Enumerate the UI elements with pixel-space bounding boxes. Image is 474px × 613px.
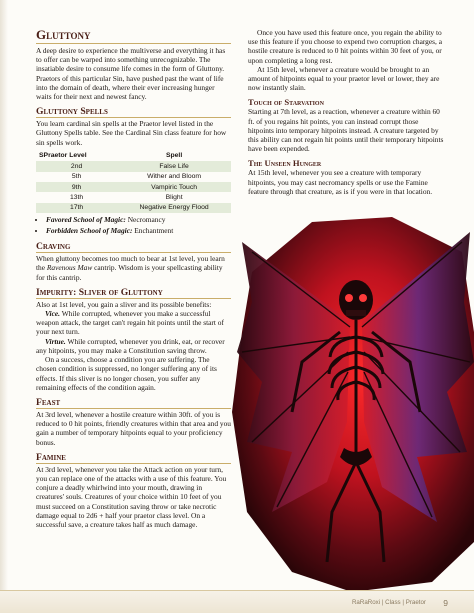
impurity-success: On a success, choose a condition you are suffering. The chosen condition is suppressed, no longer suffering any of its effects. If this sliver is no longer chosen, you suffer any remaining effects of the condition again.: [36, 355, 217, 392]
gluttony-spells-table: [36, 150, 231, 213]
table-cell-spell: Vampiric Touch: [117, 182, 231, 192]
famine-fifteenth: At 15th level, whenever a creature would be brought to an amount of hitpoints equal to your praetor level or lower, they are now instantly slain.: [248, 64, 440, 93]
table-row: [36, 172, 231, 182]
table-cell-spell: Blight: [165, 193, 183, 201]
virtue-text: While corrupted, whenever you drink, eat, or recover any hitpoints, you may make a Constitution saving throw.: [36, 336, 225, 355]
right-column: [248, 28, 444, 196]
favored-school-value: Necromancy: [125, 215, 166, 225]
footer-text: RaRaRoxi | Class | Praetor: [351, 599, 426, 606]
table-cell-level: 5th: [71, 173, 82, 181]
heading-unseen-hunger: The Unseen Hunger: [248, 158, 322, 169]
page-edge-shadow: [0, 0, 8, 613]
table-row: [36, 192, 231, 202]
unseen-hunger-text: At 15th level, whenever you see a creature with temporary hitpoints, you may cast necromancy spells or use the Famine feature through that creature, as is if you were in that location.: [248, 168, 433, 196]
table-cell-level: 2nd: [36, 161, 117, 171]
vice-text: While corrupted, whenever you make a successful weapon attack, the target can't regain hit points until the start of your next turn.: [36, 309, 224, 337]
winged-skeleton-illustration: [232, 212, 474, 592]
table-row: [36, 182, 231, 192]
impurity-virtue: [36, 337, 231, 355]
left-column: [36, 28, 231, 529]
heading-craving: Craving: [36, 241, 231, 253]
section-title-gluttony: Gluttony: [36, 28, 231, 44]
table-header-spell: Spell: [165, 151, 183, 159]
heading-gluttony-spells: Gluttony Spells: [36, 106, 231, 118]
feast-text: At 3rd level, whenever a hostile creature within 30ft. of you is reduced to 0 hit points, friendly creatures within that area and you gain a number of temporary hitpoints equal to your proficiency bonus.: [36, 409, 231, 447]
virtue-label: Virtue.: [45, 336, 66, 346]
forbidden-school-item: [46, 226, 231, 236]
table-cell-level: 13th: [69, 193, 84, 201]
forbidden-school-label: Forbidden School of Magic:: [46, 226, 133, 236]
table-row: [36, 161, 231, 171]
vice-label: Vice.: [45, 309, 60, 319]
craving-text-a: When gluttony becomes too much to bear at 1st level, you learn the: [36, 254, 225, 273]
gluttony-spells-text: You learn cardinal sin spells at the Praetor level listed in the Gluttony Spells table. See the Cardinal Sin class feature for how sin spells work.: [36, 119, 227, 147]
table-cell-spell: Negative Energy Flood: [117, 203, 231, 213]
table-cell-spell: False Life: [117, 161, 231, 171]
page-number: 9: [443, 598, 448, 608]
starvation-text: Starting at 7th level, as a reaction, whenever a creature within 60 ft. of you regains hit points, you can instead corrupt those hitpoints into temporary hitpoints instead. A creature targeted by this ability can not regain hit points until their temporary hitpoints have been expended.: [248, 107, 444, 154]
table-row: [36, 203, 231, 213]
impurity-vice: [36, 309, 231, 337]
heading-touch-of-starvation: Touch of Starvation: [248, 97, 324, 108]
table-cell-spell: Wither and Bloom: [147, 173, 202, 181]
heading-feast: Feast: [36, 397, 231, 409]
heading-impurity: Impurity: Sliver of Gluttony: [36, 287, 231, 299]
heading-famine: Famine: [36, 452, 231, 464]
page-footer: [0, 590, 474, 613]
craving-text-b: cantrip. Wisdom is your spellcasting ability for this cantrip.: [36, 263, 223, 282]
forbidden-school-value: Enchantment: [132, 226, 174, 236]
table-header-level: SPraetor Level: [39, 151, 87, 159]
gluttony-intro: A deep desire to experience the multiverse and everything it has to offer can be warped into something unrecognizable. The insatiable desire to consume life comes in the form of Gluttony. Praetors of this particular Sin, have pushed past the want of life into the domain of death, where their ever increasing hunger waits for their next and newest fancy.: [36, 46, 226, 102]
craving-spell-name: Ravenous Maw: [46, 263, 93, 273]
table-cell-level: 17th: [36, 203, 117, 213]
favored-school-label: Favored School of Magic:: [46, 215, 126, 225]
craving-text: [36, 254, 231, 282]
table-header-row: [36, 150, 231, 161]
magic-schools-list: [36, 215, 231, 236]
famine-text: At 3rd level, whenever you take the Attack action on your turn, you can replace one of the attacks with a use of this feature. You conjure a deadly whirlwind into your mouth, drawing in creatures' souls. Creatures of your choice within 10 feet of you must succeed on a Constitution saving throw or take necrotic damage equal to 2d6 + half your praetor class level. On a successful save, a creature takes half as much damage.: [36, 464, 227, 529]
favored-school-item: [46, 215, 231, 225]
table-cell-level: 9th: [36, 182, 117, 192]
famine-continued: Once you have used this feature once, you regain the ability to use this feature if you choose to expend two corruption charges, a hostile creature is reduced to 0 hit points within 30 feet of you, or upon completing a long rest.: [248, 28, 443, 65]
impurity-intro: Also at 1st level, you gain a sliver and its possible benefits:: [36, 299, 212, 309]
